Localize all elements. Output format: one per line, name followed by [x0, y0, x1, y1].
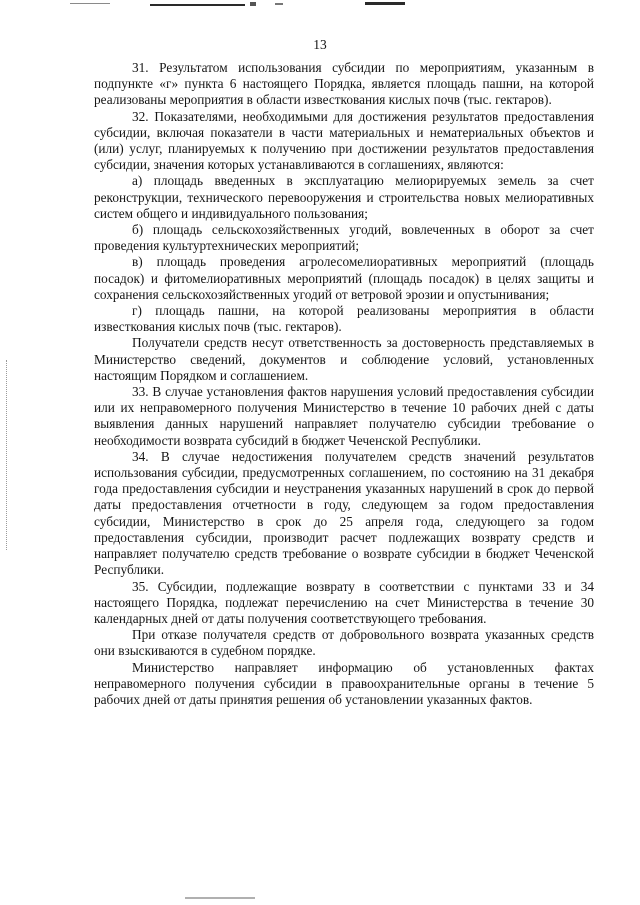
paragraph-responsibility: Получатели средств несут ответственность за достоверность представляемых в Министерство сведений, документов и соблюдение условий, установленных настоящим Порядком и соглашением.: [94, 335, 594, 383]
paragraph-refusal: При отказе получателя средств от добровольного возврата указанных средств они взыскиваются в судебном порядке.: [94, 627, 594, 659]
list-item-a: а) площадь введенных в эксплуатацию мелиорируемых земель за счет реконструкции, технического перевооружения и строительства новых мелиоративных систем общего и индивидуального пользования;: [94, 173, 594, 221]
scan-artifact-top: [0, 0, 640, 10]
list-item-g: г) площадь пашни, на которой реализованы мероприятия в области известкования кислых почв (тыс. гектаров).: [94, 303, 594, 335]
scan-artifact-margin: [6, 360, 10, 550]
paragraph-35: 35. Субсидии, подлежащие возврату в соответствии с пунктами 33 и 34 настоящего Порядка, подлежат перечислению на счет Министерства в течение 30 календарных дней от даты получения соответствующего требования.: [94, 578, 594, 626]
list-item-b: б) площадь сельскохозяйственных угодий, вовлеченных в оборот за счет проведения культуртехнических мероприятий;: [94, 222, 594, 254]
document-body: [94, 60, 594, 708]
scan-artifact-bottom: [185, 897, 255, 899]
paragraph-33: 33. В случае установления фактов нарушения условий предоставления субсидии или их неправомерного получения Министерство в течение 10 рабочих дней с даты выявления данных нарушений направляет получателю субсидии требование о необходимости возврата субсидий в бюджет Чеченской Республики.: [94, 384, 594, 448]
paragraph-32: 32. Показателями, необходимыми для достижения результатов предоставления субсидии, включая показатели в части материальных и нематериальных объектов и (или) услуг, планируемых к получению при достижении результатов предоставления субсидии, значения которых устанавливаются в соглашениях, являются:: [94, 108, 594, 173]
paragraph-ministry-info: Министерство направляет информацию об установленных фактах неправомерного получения субсидии в правоохранительные органы в течение 5 рабочих дней от даты принятия решения об установлении указанных фактов.: [94, 659, 594, 707]
paragraph-34: 34. В случае недостижения получателем средств значений результатов использования субсидии, предусмотренных соглашением, по состоянию на 31 декабря года предоставления субсидии и неустранения указанных нарушений в срок до первой даты предоставления отчетности в году, следующем за годом предоставления субсидии, Министерство в срок до 25 апреля года, следующего за годом предоставления субсидии, производит расчет подлежащих возврату средств и направляет получателю средств требование о возврате субсидии в бюджет Чеченской Республики.: [94, 448, 594, 578]
paragraph-31: 31. Результатом использования субсидии по мероприятиям, указанным в подпункте «г» пункта 6 настоящего Порядка, является площадь пашни, на которой реализованы мероприятия в области известкования кислых почв (тыс. гектаров).: [94, 60, 594, 108]
list-item-v: в) площадь проведения агролесомелиоративных мероприятий (площадь посадок) и фитомелиоративных мероприятий (площадь посадок) в целях защиты и сохранения сельскохозяйственных угодий от ветровой эрозии и опустынивания;: [94, 254, 594, 302]
page-number: 13: [313, 37, 327, 52]
